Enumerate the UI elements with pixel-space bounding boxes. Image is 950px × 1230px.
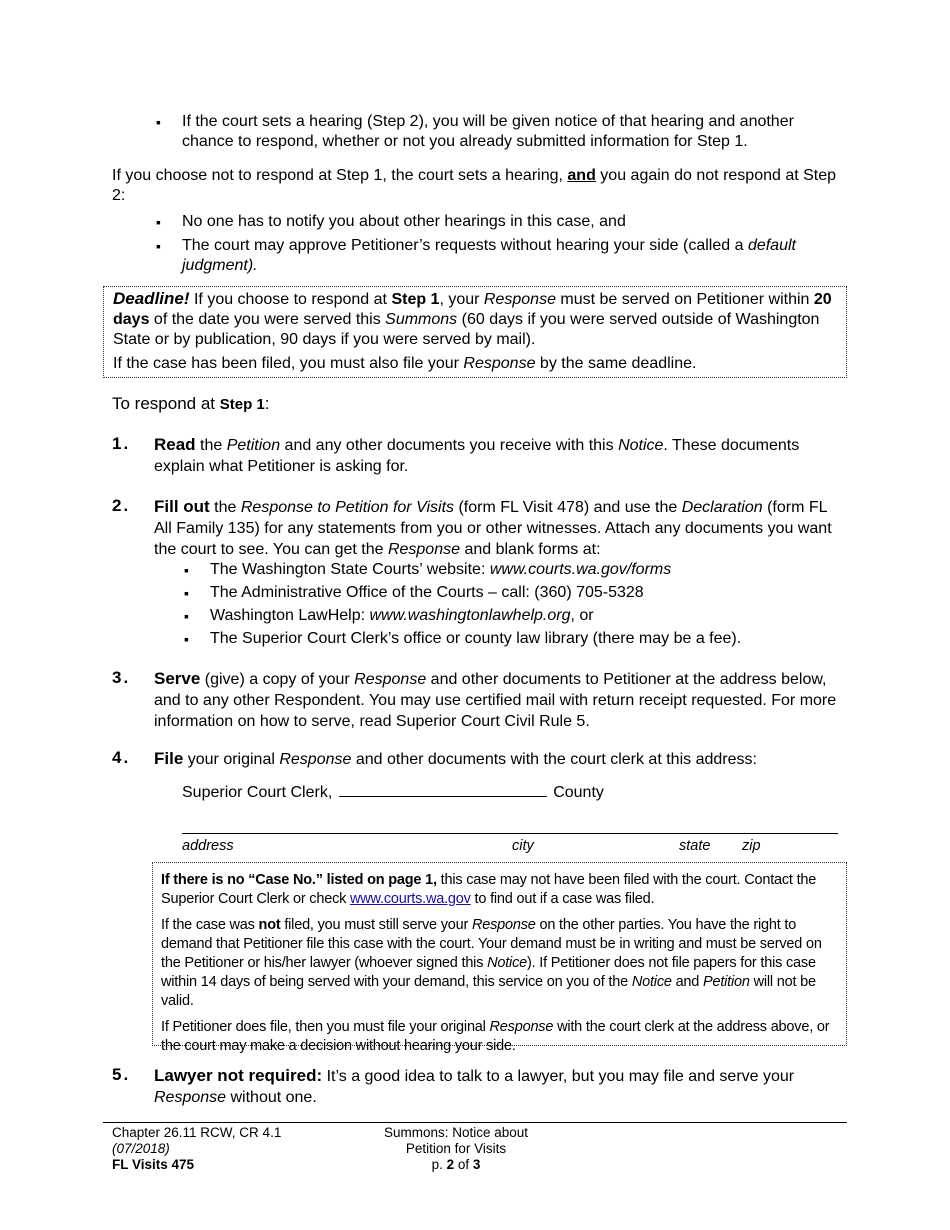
case-box-paragraph-1	[161, 871, 838, 909]
footer-page-number	[376, 1157, 536, 1173]
footer-left	[112, 1125, 281, 1173]
city-label: city	[512, 838, 534, 854]
step-keyword: Read	[154, 435, 196, 454]
deadline-box	[103, 286, 847, 378]
text: , or	[570, 607, 594, 624]
clerk-label: Superior Court Clerk,	[182, 784, 333, 801]
text: (form FL Visit 478) and use the	[454, 499, 682, 516]
list-item	[154, 112, 844, 152]
county-label: County	[553, 784, 604, 801]
step-body	[154, 748, 842, 770]
text: this case may not have been filed with the court. Contact the Superior Court Clerk or check	[161, 872, 817, 907]
step-2	[112, 496, 842, 560]
text: If the case was	[161, 917, 259, 933]
bullet-text: No one has to notify you about other hearings in this case, and	[182, 213, 626, 230]
response-term: Response	[279, 751, 352, 768]
step-number: 2.	[112, 496, 131, 515]
text: It’s a good idea to talk to a lawyer, but you may file and serve your	[322, 1068, 795, 1085]
text: the	[209, 499, 241, 516]
text: will not be valid.	[161, 974, 816, 1009]
not-emphasis: not	[258, 917, 281, 933]
case-no-heading: If there is no “Case No.” listed on page 1,	[161, 872, 437, 888]
text: (give) a copy of your	[200, 671, 355, 688]
days-emphasis: 20 days	[113, 291, 832, 328]
step-keyword: File	[154, 749, 184, 768]
total-pages: 3	[472, 1157, 481, 1172]
text: must be served on Petitioner within	[555, 291, 814, 308]
list-item	[182, 583, 822, 603]
and-emphasis: and	[567, 167, 596, 184]
deadline-filed-paragraph	[113, 354, 838, 374]
deadline-label: Deadline!	[113, 289, 190, 308]
step-number: 3.	[112, 668, 131, 687]
step-1	[112, 434, 842, 477]
step-4	[112, 748, 842, 770]
response-term: Response	[471, 917, 536, 933]
text: you again do not respond at Step 2:	[112, 167, 837, 204]
website: www.washingtonlawhelp.org	[369, 607, 571, 624]
step-body	[154, 668, 842, 732]
zip-label: zip	[742, 838, 761, 854]
text: of	[454, 1157, 473, 1172]
response-term: Response	[387, 541, 460, 558]
step-keyword: Serve	[154, 669, 201, 688]
step-keyword: Fill out	[154, 497, 210, 516]
bullet-text: The court may approve Petitioner’s requests without hearing your side (called a	[182, 237, 748, 254]
footer-center	[376, 1125, 536, 1173]
text: (form FL All Family 135) for any statements from you or other witnesses. Attach any documents you want the court to see. You can get the	[154, 499, 832, 558]
text: ). If Petitioner does not file papers for this case within 14 days of being served with your demand, this service on you of the	[161, 955, 816, 990]
list-item	[182, 606, 822, 626]
text: of the date you were served this	[149, 311, 386, 328]
text: If you choose to respond at	[189, 291, 392, 308]
step-ref: Step 1	[219, 396, 265, 413]
text: with the court clerk at the address above, or the court may make a decision without hearing your side.	[161, 1019, 830, 1054]
county-blank[interactable]	[339, 780, 547, 797]
default-judgment-term: default judgment).	[182, 237, 796, 274]
text: without one.	[226, 1089, 317, 1106]
step-number: 5.	[112, 1065, 131, 1084]
text: , your	[439, 291, 484, 308]
bullet-text: If the court sets a hearing (Step 2), you will be given notice of that hearing and another chance to respond, whether or not you already submitted information for Step 1.	[182, 113, 794, 150]
text: . These documents explain what Petitioner is asking for.	[154, 437, 800, 475]
text: Washington LawHelp:	[210, 607, 370, 624]
step-number: 4.	[112, 748, 131, 767]
petition-term: Petition	[702, 974, 750, 990]
text: and any other documents you receive with this	[280, 437, 619, 454]
courts-website-link[interactable]: www.courts.wa.gov	[350, 891, 471, 907]
notice-term: Notice	[631, 974, 672, 990]
text: :	[264, 394, 270, 413]
step-body	[154, 496, 842, 560]
case-box-paragraph-3	[161, 1018, 838, 1056]
text: and other documents to Petitioner at the address below, and to any other Respondent. You may use certified mail with return receipt requested. For more information on how to serve, read Superior Court Civil Rule 5.	[154, 671, 837, 730]
footer-rule	[103, 1122, 847, 1123]
text: and	[671, 974, 703, 990]
case-number-box	[152, 862, 847, 1054]
clerk-line	[182, 780, 822, 803]
text: The Washington State Courts’ website:	[210, 561, 490, 578]
step-ref: Step 1	[391, 291, 440, 308]
petition-term: Petition	[226, 437, 281, 454]
response-term: Response	[463, 355, 536, 372]
address-label: address	[182, 838, 234, 854]
website: www.courts.wa.gov/forms	[489, 561, 672, 578]
deadline-paragraph	[113, 289, 838, 350]
footer-form-title: Summons: Notice about	[383, 1125, 529, 1140]
form-title: Response to Petition for Visits	[240, 499, 455, 516]
summons-term: Summons	[385, 311, 458, 328]
response-term: Response	[154, 1089, 227, 1106]
list-item	[182, 629, 822, 649]
step-number: 1.	[112, 434, 131, 453]
text: your original	[183, 751, 280, 768]
response-term: Response	[483, 291, 556, 308]
response-term: Response	[354, 671, 427, 688]
footer-statute: Chapter 26.11 RCW, CR 4.1	[112, 1125, 282, 1140]
notice-term: Notice	[618, 437, 664, 454]
form-title: Declaration	[681, 499, 763, 516]
text: If you choose not to respond at Step 1, the court sets a hearing,	[112, 167, 568, 184]
case-box-paragraph-2	[161, 916, 838, 1011]
step-body	[154, 1065, 842, 1108]
text: To respond at	[112, 394, 220, 413]
text: to find out if a case was filed.	[470, 891, 655, 907]
to-respond-heading	[112, 394, 270, 415]
notice-term: Notice	[487, 955, 527, 971]
text: p.	[431, 1157, 447, 1172]
top-bullet-list	[154, 112, 844, 156]
text: If the case has been filed, you must also file your	[113, 355, 464, 372]
response-term: Response	[489, 1019, 554, 1035]
footer-form-subtitle: Petition for Visits	[405, 1141, 507, 1156]
step-keyword: Lawyer not required:	[154, 1066, 323, 1085]
text: the	[195, 437, 227, 454]
text: (60 days if you were served outside of Washington State or by publication, 90 days if you were served by mail).	[113, 311, 820, 348]
forms-sources-list	[182, 560, 822, 652]
text: filed, you must still serve your	[280, 917, 472, 933]
no-respond-bullets	[154, 212, 844, 280]
list-item	[154, 236, 844, 276]
current-page: 2	[446, 1157, 455, 1172]
state-label: state	[679, 838, 711, 854]
text: and other documents with the court clerk at this address:	[351, 751, 757, 768]
step-5	[112, 1065, 842, 1108]
footer-date: (07/2018)	[112, 1141, 170, 1156]
text: by the same deadline.	[535, 355, 697, 372]
address-blank-line[interactable]	[182, 833, 838, 834]
text: The Superior Court Clerk’s office or county law library (there may be a fee).	[210, 630, 742, 647]
list-item	[154, 212, 844, 232]
text: and blank forms at:	[460, 541, 601, 558]
step-3	[112, 668, 842, 732]
no-respond-paragraph	[112, 166, 837, 206]
text: If Petitioner does file, then you must file your original	[161, 1019, 490, 1035]
step-body	[154, 434, 842, 477]
list-item	[182, 560, 822, 580]
footer-form-number: FL Visits 475	[112, 1157, 195, 1172]
text: The Administrative Office of the Courts – call: (360) 705-5328	[210, 584, 644, 601]
text: on the other parties. You have the right to demand that Petitioner file this case with the court. Your demand must be in writing and must be served on the Petitioner or his/her lawyer (whoever signed this	[161, 917, 822, 971]
